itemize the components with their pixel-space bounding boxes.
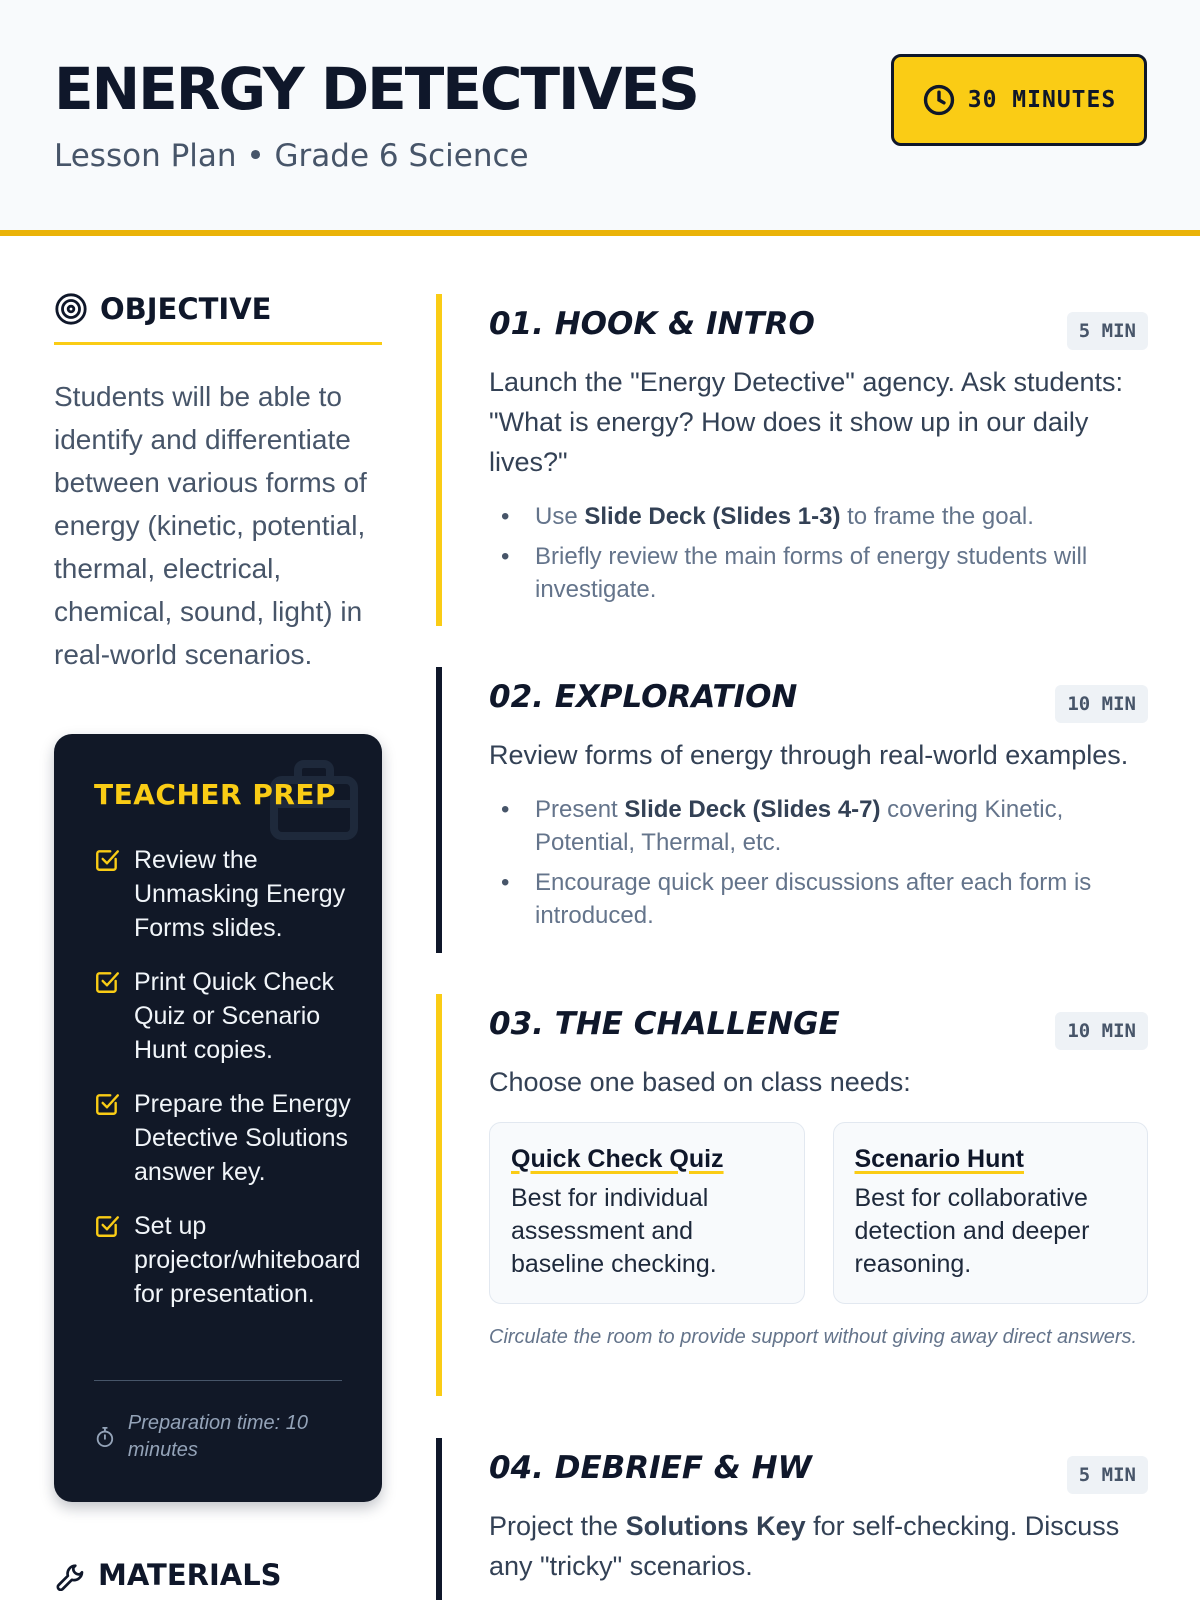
list-item-text: Use [535, 503, 585, 530]
objective-divider [54, 342, 382, 345]
list-item-text: to frame the goal. [840, 503, 1034, 530]
prep-item-text: Prepare the Energy Detective Solutions answer key. [134, 1090, 351, 1186]
checkbox-icon [94, 969, 120, 995]
prep-item [94, 843, 352, 945]
list-item-text: Briefly review the main forms of energy students will investigate. [535, 543, 1088, 603]
page-header [0, 0, 1200, 236]
teacher-prep-list [94, 843, 361, 1311]
step-title: 03. THE CHALLENGE [489, 1006, 840, 1042]
duration-badge [891, 54, 1147, 146]
lead-text: for self-checking. Discuss any "tricky" scenarios. [489, 1511, 1120, 1581]
teacher-prep-heading: TEACHER PREP [94, 778, 337, 811]
checkbox-icon [94, 1213, 120, 1239]
step-lead: Choose one based on class needs: [489, 1067, 911, 1097]
time-badge: 10 MIN [1055, 685, 1148, 723]
prep-item [94, 1087, 352, 1189]
checkbox-icon [94, 1091, 120, 1117]
option-card-quiz [489, 1122, 805, 1304]
step-lead [489, 1506, 1148, 1586]
objective-text: Students will be able to identify and differentiate between various forms of energy (kinetic, potential, thermal, electrical, chemical, sound, light) in real-world scenarios. [54, 381, 367, 670]
step-debrief [436, 1438, 1148, 1600]
lead-text: Project the [489, 1511, 626, 1541]
time-badge: 10 MIN [1055, 1012, 1148, 1050]
step-hook-intro [436, 294, 1148, 626]
prep-time [94, 1410, 382, 1464]
option-card-scenario-hunt [833, 1122, 1149, 1304]
checkbox-icon [94, 847, 120, 873]
materials-section [54, 1558, 282, 1592]
page-subtitle: Lesson Plan • Grade 6 Science [54, 138, 529, 174]
prep-item [94, 1209, 361, 1311]
list-item [501, 793, 1148, 859]
list-item [501, 500, 1148, 533]
option-description: Best for individual assessment and baseline checking. [511, 1184, 717, 1278]
facilitation-note: Circulate the room to provide support without giving away direct answers. [489, 1326, 1138, 1348]
step-lead: Review forms of energy through real-world examples. [489, 740, 1129, 770]
prep-item-text: Set up projector/whiteboard for presentation. [134, 1212, 361, 1308]
lead-bold: Solutions Key [625, 1511, 806, 1541]
option-title: Quick Check Quiz [511, 1145, 724, 1173]
challenge-options [489, 1122, 1148, 1304]
duration-label: 30 MINUTES [967, 87, 1117, 113]
prep-divider [94, 1380, 342, 1381]
prep-item-text: Review the Unmasking Energy Forms slides. [134, 846, 346, 942]
step-title: 04. DEBRIEF & HW [489, 1450, 812, 1486]
step-lead: Launch the "Energy Detective" agency. Ask students: "What is energy? How does it show up in our daily lives?" [489, 367, 1124, 477]
prep-item [94, 965, 352, 1067]
time-badge: 5 MIN [1067, 1456, 1148, 1494]
prep-time-text: Preparation time: 10 minutes [127, 1412, 308, 1461]
list-item-text: Encourage quick peer discussions after each form is introduced. [535, 869, 1092, 929]
teacher-prep-card [54, 734, 382, 1502]
clock-icon [922, 83, 956, 117]
list-item [501, 866, 1148, 932]
objective-section [54, 292, 382, 676]
step-list [489, 500, 1148, 606]
list-item-bold: Slide Deck (Slides 1-3) [584, 503, 841, 530]
page-title: ENERGY DETECTIVES [54, 55, 698, 123]
option-description: Best for collaborative detection and deeper reasoning. [854, 1184, 1090, 1278]
step-title: 01. HOOK & INTRO [489, 306, 815, 342]
step-list [489, 793, 1148, 932]
step-challenge [436, 994, 1148, 1396]
step-exploration [436, 667, 1148, 953]
wrench-icon [54, 1559, 86, 1591]
list-item-text: covering Kinetic, Potential, Thermal, etc. [535, 796, 1064, 856]
stopwatch-icon [94, 1426, 116, 1448]
list-item [501, 540, 1148, 606]
time-badge: 5 MIN [1067, 312, 1148, 350]
option-title: Scenario Hunt [854, 1145, 1024, 1173]
list-item-text: Present [535, 796, 625, 823]
step-title: 02. EXPLORATION [489, 679, 798, 715]
materials-heading: MATERIALS [98, 1558, 282, 1592]
prep-item-text: Print Quick Check Quiz or Scenario Hunt copies. [134, 968, 335, 1064]
target-icon [54, 292, 88, 326]
objective-heading: OBJECTIVE [100, 292, 272, 326]
list-item-bold: Slide Deck (Slides 4-7) [624, 796, 881, 823]
